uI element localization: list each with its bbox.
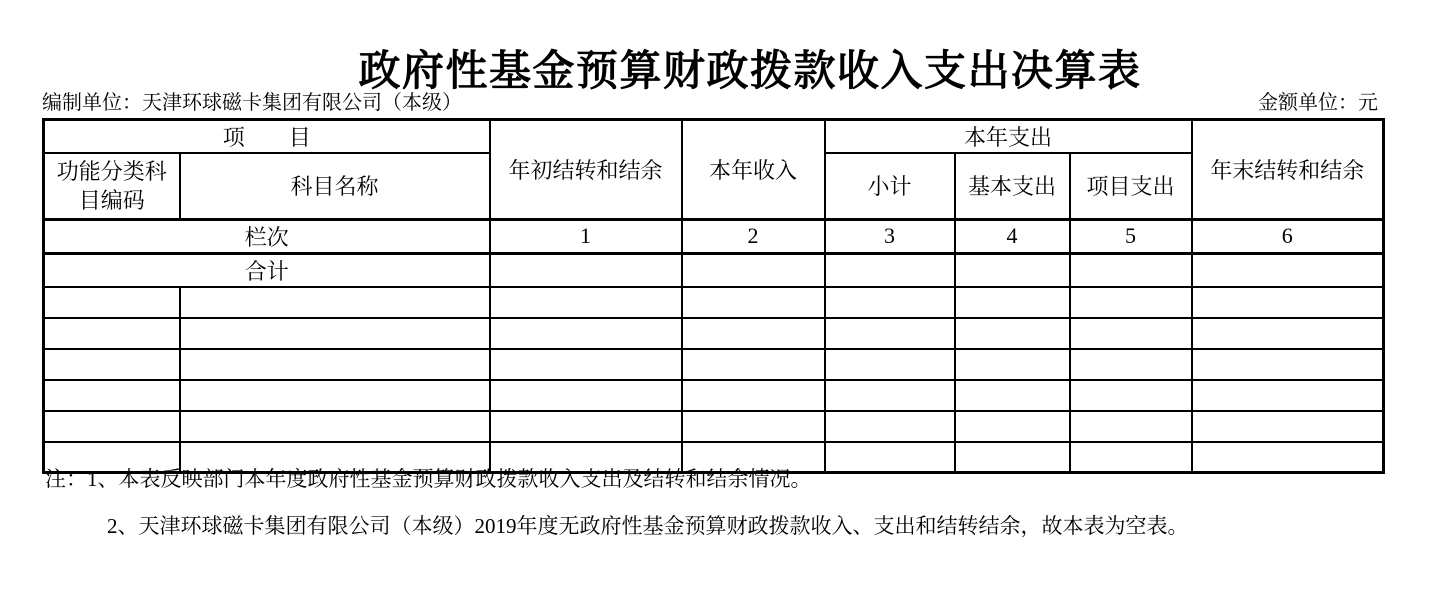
empty-cell bbox=[44, 287, 180, 318]
empty-cell bbox=[955, 349, 1070, 380]
header-project-group: 项 目 bbox=[44, 120, 490, 154]
header-year-expense-group: 本年支出 bbox=[825, 120, 1192, 154]
total-label: 合计 bbox=[44, 253, 490, 287]
empty-cell bbox=[825, 318, 955, 349]
table-row bbox=[44, 349, 1384, 380]
empty-cell bbox=[1192, 380, 1384, 411]
empty-cell bbox=[1070, 318, 1192, 349]
empty-cell bbox=[825, 349, 955, 380]
empty-cell bbox=[955, 287, 1070, 318]
empty-cell bbox=[955, 380, 1070, 411]
column-index-4: 4 bbox=[955, 219, 1070, 253]
header-subject-name: 科目名称 bbox=[180, 153, 490, 219]
footnotes bbox=[45, 466, 1395, 539]
empty-cell bbox=[682, 349, 825, 380]
empty-cell bbox=[44, 380, 180, 411]
total-value-4 bbox=[955, 253, 1070, 287]
empty-cell bbox=[490, 411, 682, 442]
header-func-code-line2: 目编码 bbox=[78, 187, 145, 213]
empty-cell bbox=[1070, 380, 1192, 411]
empty-cell bbox=[955, 318, 1070, 349]
total-value-3 bbox=[825, 253, 955, 287]
empty-cell bbox=[180, 411, 490, 442]
empty-cell bbox=[180, 287, 490, 318]
empty-cell bbox=[490, 318, 682, 349]
total-value-2 bbox=[682, 253, 825, 287]
header-year-income: 本年收入 bbox=[682, 120, 825, 220]
empty-cell bbox=[490, 380, 682, 411]
header-func-code bbox=[44, 153, 180, 219]
table-row bbox=[44, 318, 1384, 349]
empty-cell bbox=[44, 318, 180, 349]
header-func-code-line1: 功能分类科 bbox=[56, 158, 167, 184]
total-value-1 bbox=[490, 253, 682, 287]
column-index-3: 3 bbox=[825, 219, 955, 253]
meta-row bbox=[42, 90, 1378, 116]
column-index-label: 栏次 bbox=[44, 219, 490, 253]
table-row bbox=[44, 380, 1384, 411]
empty-cell bbox=[1070, 349, 1192, 380]
total-value-6 bbox=[1192, 253, 1384, 287]
column-index-row bbox=[44, 219, 1384, 253]
empty-cell bbox=[1070, 411, 1192, 442]
empty-cell bbox=[180, 380, 490, 411]
column-index-6: 6 bbox=[1192, 219, 1384, 253]
empty-cell bbox=[1192, 411, 1384, 442]
column-index-1: 1 bbox=[490, 219, 682, 253]
total-row bbox=[44, 253, 1384, 287]
prepared-by-label: 编制单位：天津环球磁卡集团有限公司（本级） bbox=[42, 92, 462, 114]
column-index-2: 2 bbox=[682, 219, 825, 253]
page-title: 政府性基金预算财政拨款收入支出决算表 bbox=[358, 49, 1142, 95]
table-row bbox=[44, 287, 1384, 318]
header-closing-balance: 年末结转和结余 bbox=[1192, 120, 1384, 220]
empty-cell bbox=[180, 318, 490, 349]
empty-cell bbox=[825, 287, 955, 318]
empty-cell bbox=[490, 349, 682, 380]
empty-cell bbox=[1192, 349, 1384, 380]
header-opening-balance: 年初结转和结余 bbox=[490, 120, 682, 220]
header-project-expense: 项目支出 bbox=[1070, 153, 1192, 219]
empty-cell bbox=[682, 287, 825, 318]
empty-cell bbox=[955, 411, 1070, 442]
empty-cell bbox=[825, 380, 955, 411]
note-2: 2、天津环球磁卡集团有限公司（本级）2019年度无政府性基金预算财政拨款收入、支出和结转结余，故本表为空表。 bbox=[107, 514, 1189, 538]
empty-cell bbox=[682, 318, 825, 349]
empty-cell bbox=[44, 411, 180, 442]
empty-cell bbox=[682, 411, 825, 442]
table-row bbox=[44, 411, 1384, 442]
empty-cell bbox=[1070, 287, 1192, 318]
amount-unit-label: 金额单位：元 bbox=[1258, 92, 1378, 114]
column-index-5: 5 bbox=[1070, 219, 1192, 253]
empty-cell bbox=[180, 349, 490, 380]
empty-cell bbox=[1192, 287, 1384, 318]
note-1: 注：1、本表反映部门本年度政府性基金预算财政拨款收入支出及结转和结余情况。 bbox=[45, 467, 812, 491]
empty-cell bbox=[490, 287, 682, 318]
header-row-1 bbox=[44, 120, 1384, 154]
total-value-5 bbox=[1070, 253, 1192, 287]
empty-cell bbox=[825, 411, 955, 442]
header-basic-expense: 基本支出 bbox=[955, 153, 1070, 219]
empty-cell bbox=[1192, 318, 1384, 349]
empty-cell bbox=[682, 380, 825, 411]
empty-cell bbox=[44, 349, 180, 380]
fund-budget-table bbox=[42, 118, 1385, 474]
header-subtotal: 小计 bbox=[825, 153, 955, 219]
